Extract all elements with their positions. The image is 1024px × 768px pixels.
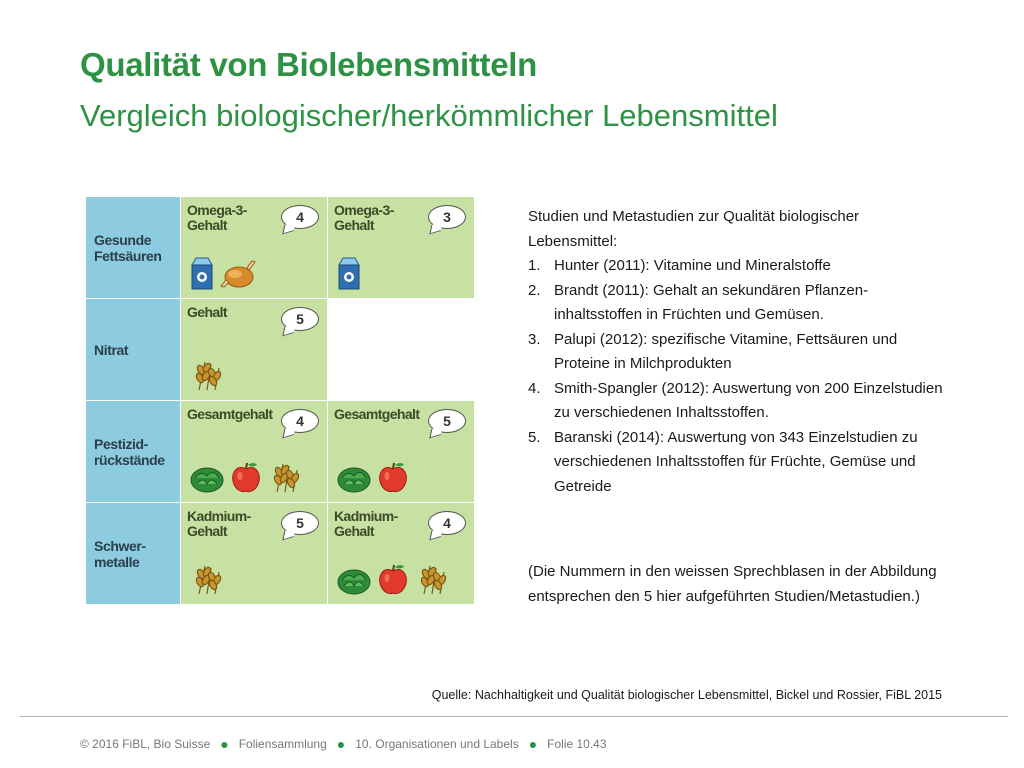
study-item bbox=[528, 254, 948, 279]
footer-divider bbox=[20, 716, 1008, 717]
study-number-bubble: 4 bbox=[281, 205, 319, 229]
apple-icon bbox=[376, 460, 410, 494]
figure-cell bbox=[181, 503, 327, 604]
cell-label: Kadmium-Gehalt bbox=[187, 508, 251, 539]
row-header: Schwer-metalle bbox=[86, 503, 180, 604]
food-icons bbox=[189, 458, 303, 494]
food-icons bbox=[336, 560, 450, 596]
row-header: Nitrat bbox=[86, 299, 180, 400]
study-number-bubble: 5 bbox=[281, 307, 319, 331]
figure-cell bbox=[328, 503, 474, 604]
grain-icon bbox=[267, 458, 303, 494]
study-text: Hunter (2011): Vitamine und Mineralstoffe bbox=[554, 257, 831, 274]
food-icons bbox=[336, 460, 410, 494]
milk-carton-icon bbox=[189, 256, 215, 290]
cell-label: Omega-3-Gehalt bbox=[334, 202, 394, 233]
slide-title: Qualität von Biolebensmitteln bbox=[80, 46, 538, 83]
source-citation: Quelle: Nachhaltigkeit und Qualität biologischer Lebensmittel, Bickel und Rossier, FiBL 2015 bbox=[431, 688, 942, 702]
study-number: 2. bbox=[528, 281, 541, 299]
lettuce-icon bbox=[336, 564, 372, 596]
cell-label: Gesamtgehalt bbox=[187, 406, 273, 422]
study-item bbox=[528, 328, 948, 377]
food-icons bbox=[189, 560, 225, 596]
empty-cell bbox=[328, 299, 474, 400]
cell-label: Kadmium-Gehalt bbox=[334, 508, 398, 539]
food-icons bbox=[189, 356, 225, 392]
study-text: Smith-Spangler (2012): Auswertung von 200 Einzelstudien zu verschiedenen Inhaltsstoffen. bbox=[554, 379, 943, 421]
study-number: 3. bbox=[528, 330, 541, 348]
study-item bbox=[528, 279, 948, 328]
study-number-bubble: 5 bbox=[428, 409, 466, 433]
study-number: 1. bbox=[528, 257, 541, 274]
footer-separator: ● bbox=[220, 736, 229, 752]
slide-subtitle: Vergleich biologischer/herkömmlicher Lebensmittel bbox=[80, 98, 778, 133]
study-item bbox=[528, 426, 948, 500]
grain-icon bbox=[189, 356, 225, 392]
figure-cell bbox=[328, 401, 474, 502]
cell-label: Gesamtgehalt bbox=[334, 406, 420, 422]
food-icons bbox=[189, 256, 257, 290]
grain-icon bbox=[414, 560, 450, 596]
row-header: Pestizid-rückstände bbox=[86, 401, 180, 502]
apple-icon bbox=[376, 562, 410, 596]
figure-cell bbox=[181, 401, 327, 502]
chicken-icon bbox=[219, 258, 257, 290]
study-number: 4. bbox=[528, 379, 541, 397]
study-text: Brandt (2011): Gehalt an sekundären Pflanzen-inhaltsstoffen in Früchten und Gemüsen. bbox=[554, 281, 869, 323]
footer-item: 10. Organisationen und Labels bbox=[355, 737, 519, 751]
cell-label: Gehalt bbox=[187, 304, 227, 320]
lettuce-icon bbox=[336, 462, 372, 494]
study-number-bubble: 5 bbox=[281, 511, 319, 535]
food-icons bbox=[336, 256, 362, 290]
study-text: Baranski (2014): Auswertung von 343 Einzelstudien zu verschiedenen Inhaltsstoffen für Früchte, Gemüse und Getreide bbox=[554, 428, 918, 495]
study-number-bubble: 3 bbox=[428, 205, 466, 229]
footer-separator: ● bbox=[528, 736, 538, 752]
footer-item: Folie 10.43 bbox=[547, 737, 607, 751]
footer-item: © 2016 FiBL, Bio Suisse bbox=[80, 737, 211, 751]
cell-label: Omega-3-Gehalt bbox=[187, 202, 247, 233]
milk-carton-icon bbox=[336, 256, 362, 290]
study-number-bubble: 4 bbox=[428, 511, 466, 535]
lettuce-icon bbox=[189, 462, 225, 494]
footer bbox=[80, 737, 607, 751]
row-header: Gesunde Fettsäuren bbox=[86, 197, 180, 298]
studies-list bbox=[528, 254, 948, 499]
studies-note: (Die Nummern in den weissen Sprechblasen in der Abbildung entsprechen den 5 hier aufgeführten Studien/Metastudien.) bbox=[528, 563, 937, 605]
figure-cell bbox=[181, 299, 327, 400]
study-number-bubble: 4 bbox=[281, 409, 319, 433]
figure-cell bbox=[328, 197, 474, 298]
study-number: 5. bbox=[528, 428, 541, 446]
footer-separator: ● bbox=[336, 736, 346, 752]
grain-icon bbox=[189, 560, 225, 596]
comparison-figure bbox=[86, 197, 473, 604]
footer-item: Foliensammlung bbox=[238, 737, 327, 751]
studies-intro: Studien und Metastudien zur Qualität biologischer Lebensmittel: bbox=[528, 208, 860, 250]
apple-icon bbox=[229, 460, 263, 494]
study-text: Palupi (2012): spezifische Vitamine, Fettsäuren und Proteine in Milchprodukten bbox=[554, 330, 898, 372]
figure-cell bbox=[181, 197, 327, 298]
study-item bbox=[528, 377, 948, 426]
